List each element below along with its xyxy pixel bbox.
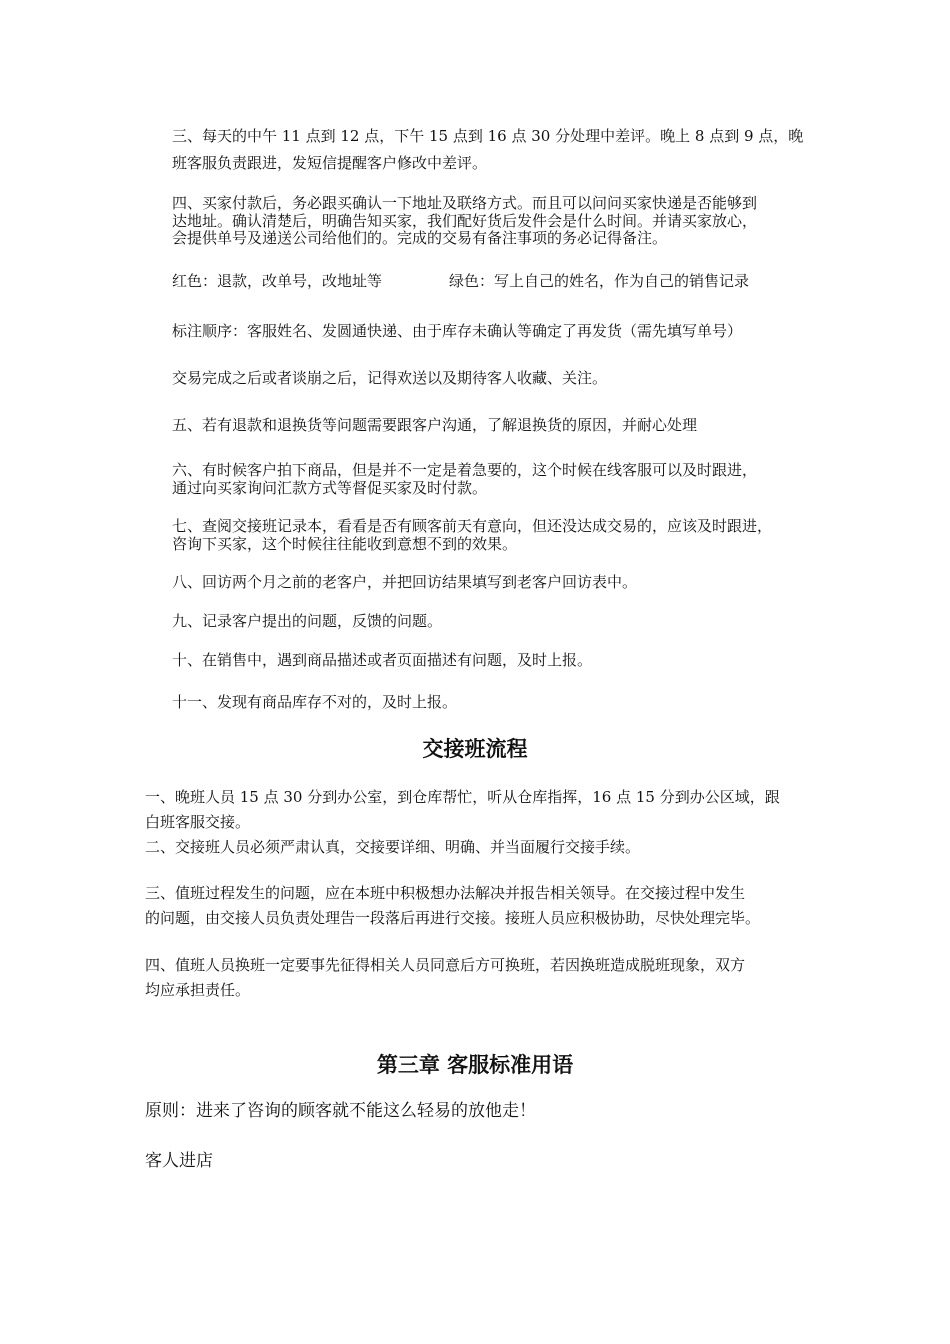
item-6-line-1: 六、有时候客户拍下商品，但是并不一定是着急要的，这个时候在线客服可以及时跟进， [172,461,758,479]
item-6-line-2: 通过向买家询问汇款方式等督促买家及时付款。 [172,479,488,497]
handover-p1-line-2: 白班客服交接。 [145,813,251,831]
green-note: 绿色：写上自己的姓名，作为自己的销售记录 [449,272,750,290]
principle-text: 原则：进来了咨询的顾客就不能这么轻易的放他走！ [145,1101,536,1121]
handover-p4-line-2: 均应承担责任。 [145,981,251,999]
red-note: 红色：退款，改单号，改地址等 [172,272,383,290]
handover-p2: 二、交接班人员必须严肃认真，交接要详细、明确、并当面履行交接手续。 [145,838,641,856]
item-7-line-1: 七、查阅交接班记录本，看看是否有顾客前天有意向，但还没达成交易的，应该及时跟进， [172,517,773,535]
item-4-line-2: 达地址。确认清楚后，明确告知买家，我们配好货后发件会是什么时间。并请买家放心， [172,212,758,230]
handover-title: 交接班流程 [422,736,528,761]
handover-p4-line-1: 四、值班人员换班一定要事先征得相关人员同意后方可换班，若因换班造成脱班现象，双方 [145,956,746,974]
item-3-line-1: 三、每天的中午 11 点到 12 点，下午 15 点到 16 点 30 分处理中差评。晚上 8 点到 9 点，晚 [172,127,804,145]
customer-enters-heading: 客人进店 [145,1151,213,1171]
handover-p3-line-2: 的问题，由交接人员负责处理告一段落后再进行交接。接班人员应积极协助，尽快处理完毕。 [145,909,761,927]
completion-note: 交易完成之后或者谈崩之后，记得欢送以及期待客人收藏、关注。 [172,369,608,387]
item-8: 八、回访两个月之前的老客户，并把回访结果填写到老客户回访表中。 [172,573,638,591]
item-4-line-1: 四、买家付款后，务必跟买确认一下地址及联络方式。而且可以问问买家快递是否能够到 [172,194,758,212]
item-10: 十、在销售中，遇到商品描述或者页面描述有问题，及时上报。 [172,651,593,669]
handover-p1-line-1: 一、晚班人员 15 点 30 分到办公室，到仓库帮忙，听从仓库指挥，16 点 15 分到办公区域，跟 [145,788,780,806]
item-9: 九、记录客户提出的问题，反馈的问题。 [172,612,443,630]
item-5: 五、若有退款和退换货等问题需要跟客户沟通，了解退换货的原因，并耐心处理 [172,416,698,434]
item-3-line-2: 班客服负责跟进，发短信提醒客户修改中差评。 [172,154,488,172]
order-note: 标注顺序：客服姓名、发圆通快递、由于库存未确认等确定了再发货（需先填写单号） [172,322,743,340]
handover-p3-line-1: 三、值班过程发生的问题，应在本班中积极想办法解决并报告相关领导。在交接过程中发生 [145,884,746,902]
chapter-3-title: 第三章 客服标准用语 [376,1052,574,1077]
item-4-line-3: 会提供单号及递送公司给他们的。完成的交易有备注事项的务必记得备注。 [172,229,668,247]
item-7-line-2: 咨询下买家，这个时候往往能收到意想不到的效果。 [172,535,518,553]
item-11: 十一、发现有商品库存不对的，及时上报。 [172,693,458,711]
